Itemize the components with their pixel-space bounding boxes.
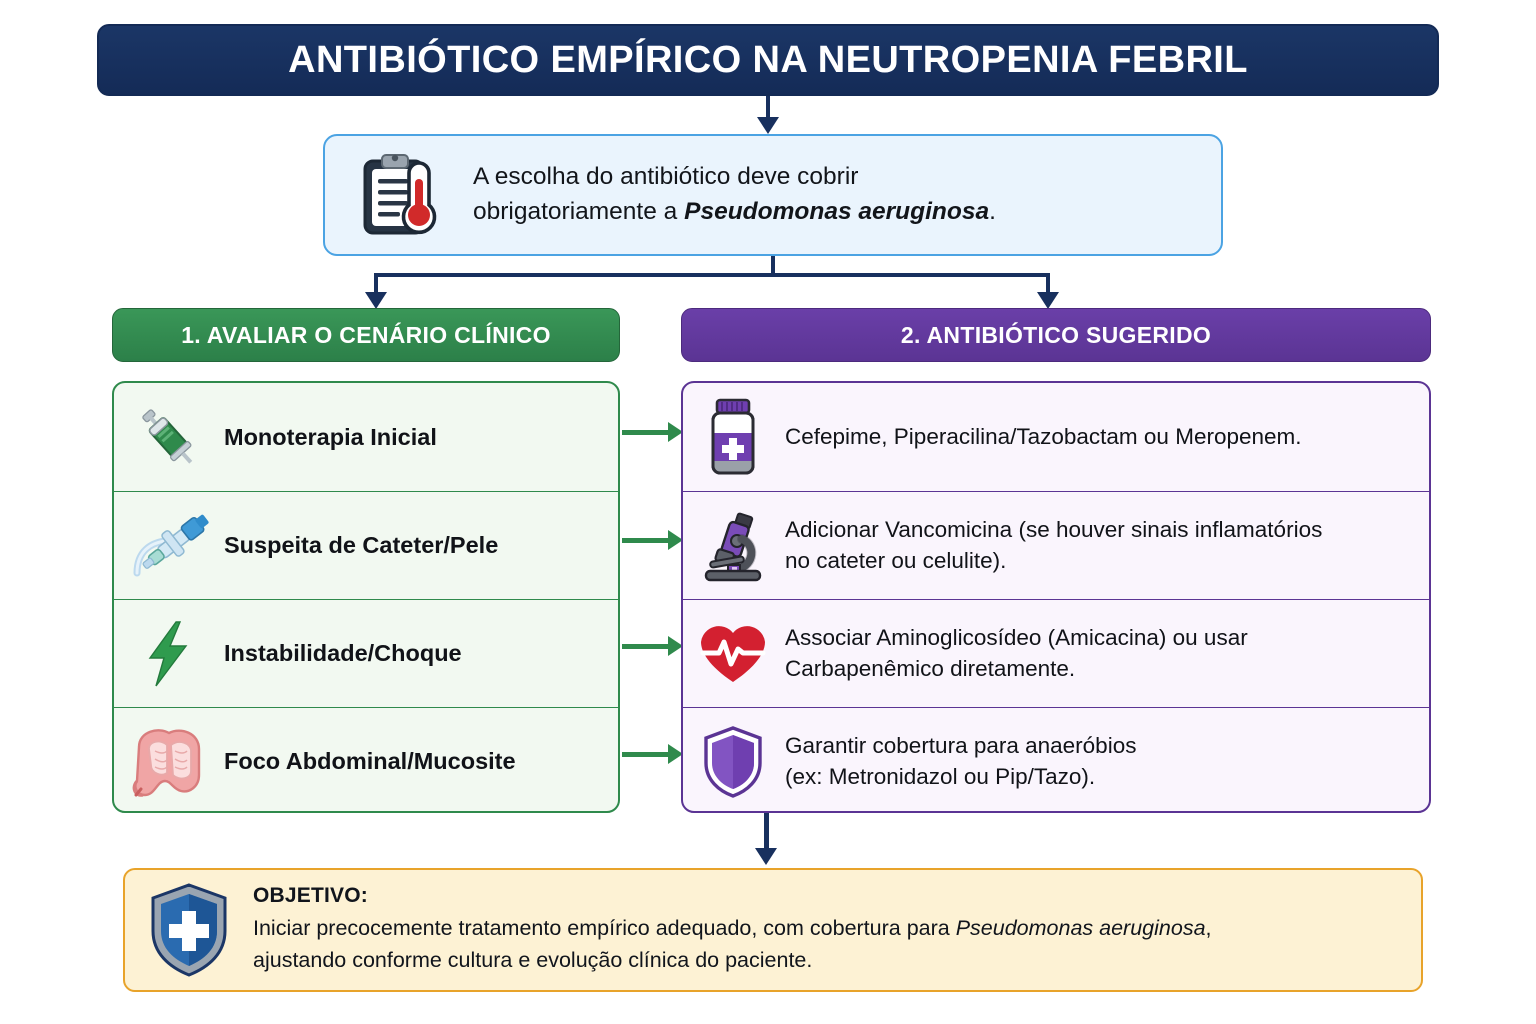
- key-message-pathogen: Pseudomonas aeruginosa: [684, 198, 990, 225]
- scenario-row-abdominal[interactable]: [114, 707, 618, 813]
- key-message-text: [473, 160, 996, 230]
- arrow-line-2: [622, 538, 670, 543]
- column-header-scenarios: [112, 308, 620, 362]
- key-message-box: [323, 134, 1223, 256]
- scenario-row-cateter[interactable]: [114, 491, 618, 599]
- treatment-line1: Associar Aminoglicosídeo (Amicacina) ou usar: [785, 624, 1248, 650]
- microscope-icon: [697, 506, 769, 586]
- scenario-row-choque[interactable]: [114, 599, 618, 707]
- column-header-treatments-label: 2. ANTIBIÓTICO SUGERIDO: [900, 321, 1212, 348]
- column-header-treatments: [681, 308, 1431, 362]
- treatment-line2: Carbapenêmico diretamente.: [785, 655, 1076, 681]
- objective-heading: OBJETIVO:: [253, 884, 368, 908]
- shield-icon: [697, 722, 769, 802]
- page-title-banner: [97, 24, 1439, 96]
- treatment-text: [785, 731, 1136, 792]
- catheter-icon: [128, 506, 208, 586]
- connector-to-objective-arrow: [755, 848, 777, 865]
- treatment-row-monoterapia[interactable]: [683, 383, 1429, 491]
- objective-box: [123, 868, 1423, 992]
- objective-line1-suffix: ,: [1205, 916, 1212, 941]
- key-message-line1: A escolha do antibiótico deve cobrir: [473, 163, 859, 191]
- treatment-text: [785, 623, 1248, 684]
- clipboard-thermometer-icon: [351, 147, 447, 243]
- column-header-scenarios-label: 1. AVALIAR O CENÁRIO CLÍNICO: [181, 321, 551, 348]
- treatment-line1: Garantir cobertura para anaeróbios: [785, 732, 1137, 758]
- arrow-line-4: [622, 752, 670, 757]
- connector-split-left-arrow: [365, 292, 387, 309]
- connector-split-bar: [374, 273, 1050, 277]
- treatment-text: [785, 422, 1302, 453]
- treatment-line2: (ex: Metronidazol ou Pip/Tazo).: [785, 763, 1096, 789]
- treatments-panel: [681, 381, 1431, 813]
- treatment-line1: Adicionar Vancomicina (se houver sinais inflamatórios: [785, 516, 1323, 542]
- scenario-label: Suspeita de Cateter/Pele: [224, 532, 499, 559]
- scenario-label: Monoterapia Inicial: [224, 423, 437, 450]
- objective-line2: ajustando conforme cultura e evolução clínica do paciente.: [253, 947, 813, 972]
- scenarios-panel: [112, 381, 620, 813]
- scenario-row-monoterapia[interactable]: [114, 383, 618, 491]
- syringe-icon: [128, 397, 208, 477]
- vial-icon: [697, 397, 769, 477]
- treatment-row-anaerobios[interactable]: [683, 707, 1429, 813]
- intestines-icon: [128, 722, 208, 802]
- lightning-icon: [128, 614, 208, 694]
- treatment-row-vancomicina[interactable]: [683, 491, 1429, 599]
- connector-split-right-arrow: [1037, 292, 1059, 309]
- treatment-line2: no cateter ou celulite).: [785, 547, 1007, 573]
- objective-line1-prefix: Iniciar precocemente tratamento empírico adequado, com cobertura para: [253, 916, 956, 941]
- key-message-line2-suffix: .: [989, 198, 996, 225]
- arrow-line-3: [622, 644, 670, 649]
- arrow-line-1: [622, 430, 670, 435]
- treatment-line1: Cefepime, Piperacilina/Tazobactam ou Meropenem.: [785, 423, 1302, 449]
- connector-to-objective: [764, 813, 769, 853]
- page-title: ANTIBIÓTICO EMPÍRICO NA NEUTROPENIA FEBRIL: [288, 38, 1248, 81]
- objective-text: [253, 913, 1212, 975]
- key-message-line2-prefix: obrigatoriamente a: [473, 198, 685, 225]
- treatment-text: [785, 515, 1322, 576]
- objective-pathogen: Pseudomonas aeruginosa: [955, 916, 1206, 941]
- scenario-label: Instabilidade/Choque: [224, 640, 462, 667]
- shield-cross-icon: [147, 881, 231, 979]
- objective-content: [253, 884, 1212, 975]
- connector-title-to-info-arrow: [757, 117, 779, 134]
- scenario-label: Foco Abdominal/Mucosite: [224, 748, 516, 775]
- treatment-row-aminoglicosideo[interactable]: [683, 599, 1429, 707]
- heart-pulse-icon: [697, 614, 769, 694]
